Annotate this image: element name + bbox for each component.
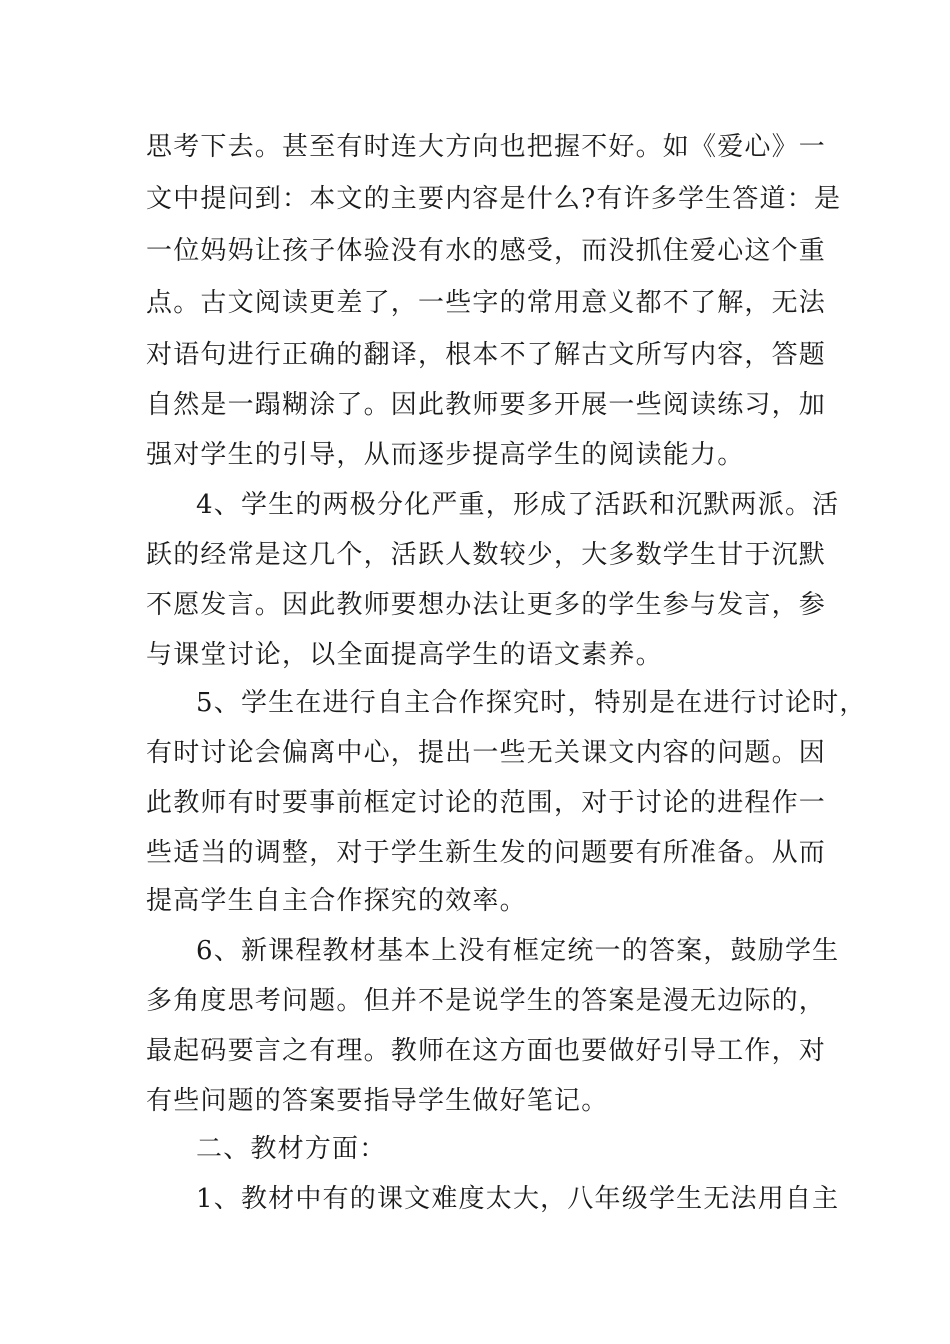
- text-line: 文中提问到：本文的主要内容是什么?有许多学生答道：是: [146, 184, 842, 214]
- text-line: 一位妈妈让孩子体验没有水的感受，而没抓住爱心这个重: [146, 236, 827, 266]
- text-line: 点。古文阅读更差了，一些字的常用意义都不了解，无法: [146, 288, 827, 318]
- text-line: 提高学生自主合作探究的效率。: [146, 886, 527, 916]
- text-line: 跃的经常是这几个，活跃人数较少，大多数学生甘于沉默: [146, 540, 827, 570]
- text-line: 些适当的调整，对于学生新生发的问题要有所准备。从而: [146, 838, 827, 868]
- section-heading: 二、教材方面：: [196, 1134, 387, 1164]
- paragraph-start-line: 4、学生的两极分化严重，形成了活跃和沉默两派。活: [196, 490, 840, 520]
- paragraph-start-line: 1、教材中有的课文难度太大，八年级学生无法用自主: [196, 1184, 840, 1214]
- text-line: 对语句进行正确的翻译，根本不了解古文所写内容，答题: [146, 340, 827, 370]
- text-line: 思考下去。甚至有时连大方向也把握不好。如《爱心》一: [146, 132, 827, 162]
- text-line: 最起码要言之有理。教师在这方面也要做好引导工作，对: [146, 1036, 827, 1066]
- text-line: 强对学生的引导，从而逐步提高学生的阅读能力。: [146, 440, 745, 470]
- paragraph-start-line: 6、新课程教材基本上没有框定统一的答案，鼓励学生: [196, 936, 840, 966]
- paragraph-start-line: 5、学生在进行自主合作探究时，特别是在进行讨论时，: [196, 688, 867, 718]
- text-line: 不愿发言。因此教师要想办法让更多的学生参与发言，参: [146, 590, 827, 620]
- text-line: 多角度思考问题。但并不是说学生的答案是漫无边际的，: [146, 986, 827, 1016]
- text-line: 与课堂讨论，以全面提高学生的语文素养。: [146, 640, 663, 670]
- text-line: 此教师有时要事前框定讨论的范围，对于讨论的进程作一: [146, 788, 827, 818]
- text-line: 有些问题的答案要指导学生做好笔记。: [146, 1086, 609, 1116]
- text-line: 自然是一蹋糊涂了。因此教师要多开展一些阅读练习，加: [146, 390, 827, 420]
- text-line: 有时讨论会偏离中心，提出一些无关课文内容的问题。因: [146, 738, 827, 768]
